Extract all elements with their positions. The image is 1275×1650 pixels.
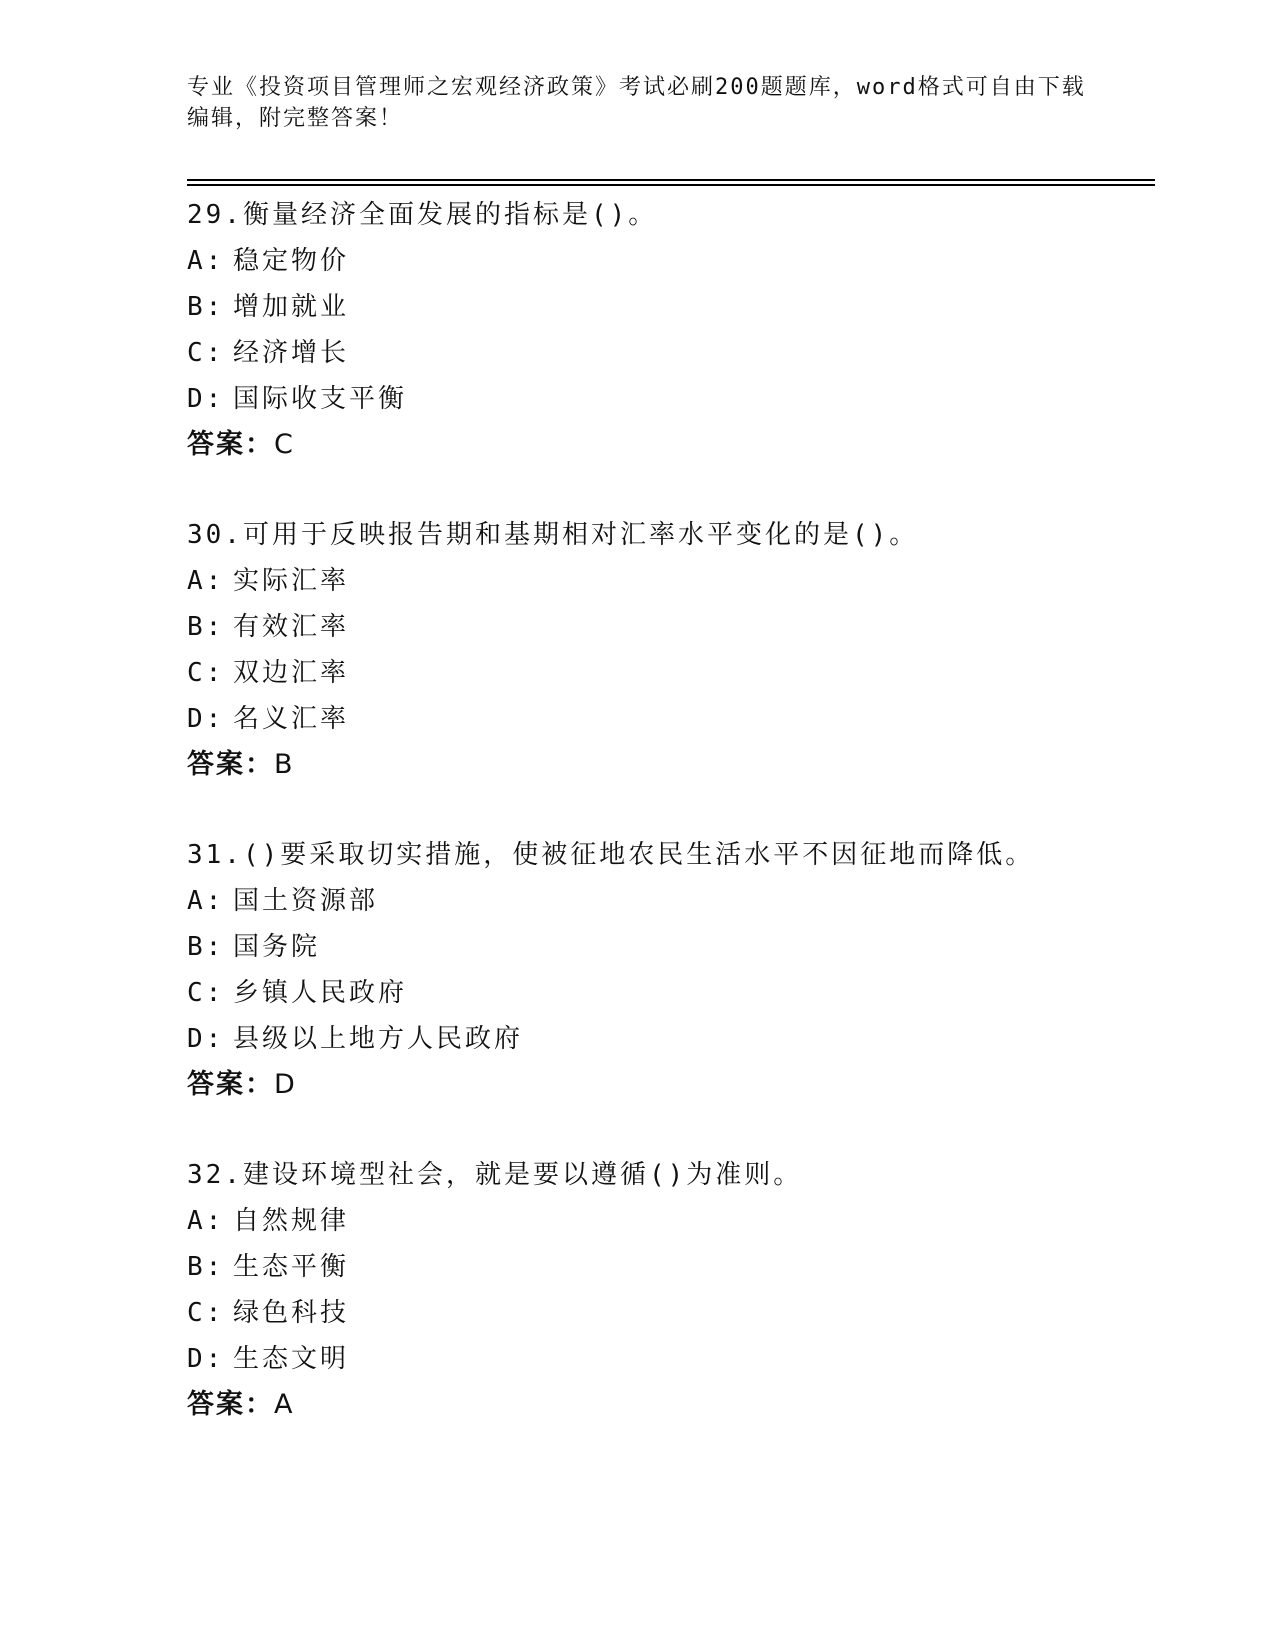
question-32 [187, 1152, 1167, 1428]
option-letter: C: [187, 658, 225, 688]
option-b [187, 1244, 1167, 1290]
option-letter: C: [187, 1298, 225, 1328]
option-letter: D: [187, 1344, 225, 1374]
question-31 [187, 832, 1167, 1108]
option-text: 国际收支平衡 [233, 384, 408, 414]
option-a [187, 878, 1167, 924]
option-c [187, 970, 1167, 1016]
answer-label: 答案： [187, 749, 274, 780]
answer-line [187, 1062, 1167, 1108]
option-letter: A: [187, 1206, 225, 1236]
option-text: 生态平衡 [233, 1252, 350, 1282]
option-letter: B: [187, 1252, 225, 1282]
option-c [187, 650, 1167, 696]
option-text: 县级以上地方人民政府 [233, 1024, 524, 1054]
answer-value: C [274, 429, 295, 460]
option-a [187, 238, 1167, 284]
option-a [187, 1198, 1167, 1244]
question-30 [187, 512, 1167, 788]
option-b [187, 604, 1167, 650]
option-d [187, 696, 1167, 742]
document-intro: 专业《投资项目管理师之宏观经济政策》考试必刷200题题库，word格式可自由下载编辑，附完整答案！ [187, 75, 1086, 131]
answer-label: 答案： [187, 429, 274, 460]
option-a [187, 558, 1167, 604]
option-c [187, 1290, 1167, 1336]
option-letter: B: [187, 932, 225, 962]
answer-line [187, 422, 1167, 468]
answer-line [187, 1382, 1167, 1428]
option-text: 增加就业 [233, 292, 350, 322]
option-letter: A: [187, 886, 225, 916]
option-letter: B: [187, 612, 225, 642]
option-d [187, 376, 1167, 422]
option-text: 国务院 [233, 932, 321, 962]
option-b [187, 284, 1167, 330]
option-text: 稳定物价 [233, 246, 350, 276]
option-d [187, 1336, 1167, 1382]
question-title: 30.可用于反映报告期和基期相对汇率水平变化的是()。 [187, 520, 919, 550]
option-text: 名义汇率 [233, 704, 350, 734]
question-title: 31.()要采取切实措施，使被征地农民生活水平不因征地而降低。 [187, 840, 1035, 870]
option-letter: C: [187, 338, 225, 368]
question-29 [187, 192, 1167, 468]
answer-line [187, 742, 1167, 788]
option-text: 经济增长 [233, 338, 350, 368]
option-text: 绿色科技 [233, 1298, 350, 1328]
question-title: 32.建设环境型社会，就是要以遵循()为准则。 [187, 1160, 803, 1190]
option-text: 双边汇率 [233, 658, 350, 688]
answer-label: 答案： [187, 1389, 274, 1420]
option-letter: C: [187, 978, 225, 1008]
option-text: 实际汇率 [233, 566, 350, 596]
option-letter: D: [187, 704, 225, 734]
option-text: 国土资源部 [233, 886, 379, 916]
answer-label: 答案： [187, 1069, 274, 1100]
option-letter: A: [187, 566, 225, 596]
answer-value: B [274, 749, 295, 780]
option-text: 有效汇率 [233, 612, 350, 642]
option-b [187, 924, 1167, 970]
option-letter: D: [187, 1024, 225, 1054]
option-letter: D: [187, 384, 225, 414]
option-text: 生态文明 [233, 1344, 350, 1374]
option-letter: B: [187, 292, 225, 322]
answer-value: A [274, 1389, 295, 1420]
answer-value: D [274, 1069, 297, 1100]
question-title: 29.衡量经济全面发展的指标是()。 [187, 200, 658, 230]
option-text: 乡镇人民政府 [233, 978, 408, 1008]
header-divider-bottom [187, 184, 1155, 186]
option-c [187, 330, 1167, 376]
header-divider-top [187, 179, 1155, 181]
option-text: 自然规律 [233, 1206, 350, 1236]
option-d [187, 1016, 1167, 1062]
option-letter: A: [187, 246, 225, 276]
